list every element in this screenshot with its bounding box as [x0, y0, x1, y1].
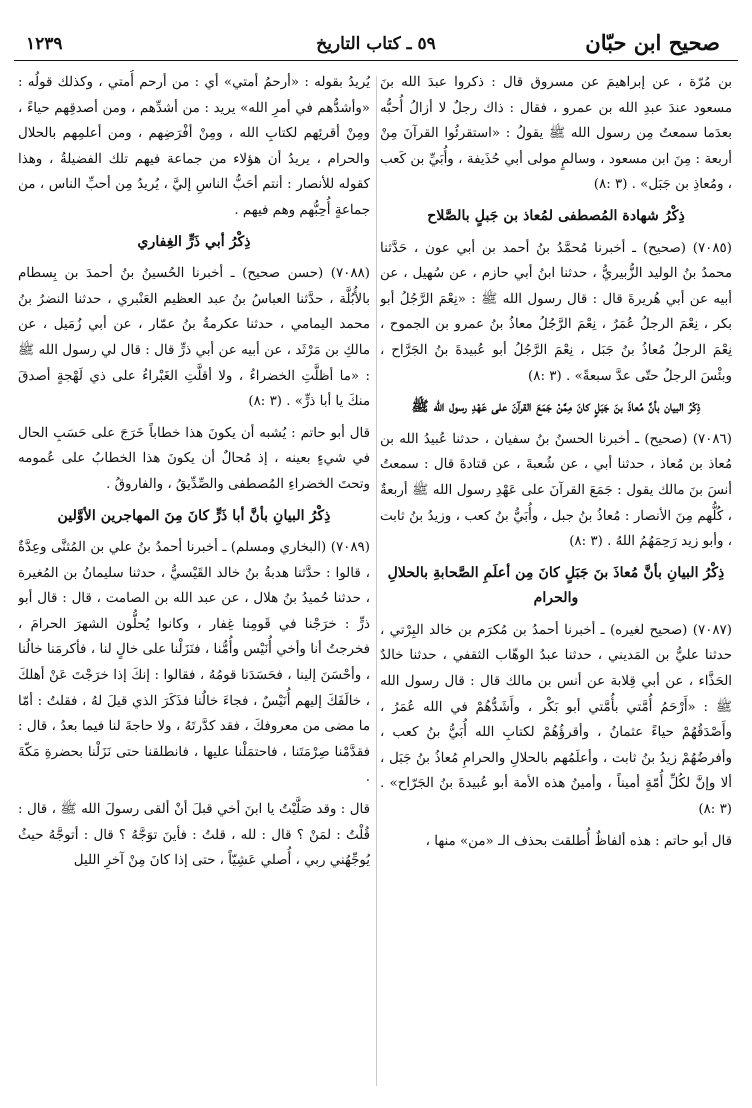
header-rule [14, 60, 738, 61]
page-number: ١٢٣٩ [26, 34, 63, 54]
chapter-title: ٥٩ ـ كتاب التاريخ [316, 34, 436, 54]
paragraph: قال : وقد صَلَّيْتُ يا ابنَ أخي قبلَ أنْ ألقى رسولَ الله ﷺ ، قال : قُلْتُ : لمَنْ ؟ قال : لله ، قلتُ : فأينَ توَجَّهُ ؟ قال : أتوجَّهُ حيثُ يُوجِّهُني ربي ، أُصلي عَشِيّاً ، حتى إذا كانَ مِنْ آخرِ الليل [18, 802, 370, 869]
paragraph: يُريدُ بقوله : «أرحمُ أمتي» أي : من أرحم أُمتي ، وكذلك قولُه : «وأشدُّهم في أمرِ الله» يريد : من أشدِّهم ، ومن أصدقِهم حياءً ، ومِنْ أقرئِهم لكتابِ الله ، ومِنْ أفْرَضِهم ، ومن أعلمِهم بالحلال والحرام ، يريدُ أن هؤلاء من جماعة فيهم تلك الفضيلةُ ، وهذا كقوله للأنصار : أنتم أحَبُّ الناسِ إليَّ ، يُريدُ مِن أحبِّ الناس ، من جماعةٍ أُحِبُّهم وهم فيهم . [18, 75, 370, 218]
paragraph: (٧٠٨٧) (صحيح لغيره) ـ أخبرنا أحمدُ بن مُكرَم بن خالد البِرْتي ، حدثنا عليُّ بن المَديني ، حدثنا عبدُ الوهّاب الثقفي ، حدثنا خالدٌ الحَذَّاء ، عن أبي قِلابة عن أنس بن مالك قال : قال رسول الله ﷺ : «أَرْحَمُ أُمَّتي بأُمَّتي أبو بَكْر ، وأَشَدُّهُمْ في الله عُمَرُ ، وأَصْدَقُهُمْ حياءً عثمانُ ، وأقرؤُهُمْ لكتابِ الله أُبَيُّ بنُ كعب ، وأفرضُهُمْ زيدُ بنُ ثابت ، وأعلَمُهم بالحلالِ والحرامِ مُعاذُ بنُ جَبَل ، ألا وإنَّ لكُلِّ أُمّةٍ أميناً ، وأمينُ هذه الأمة أبو عُبيدةَ بنُ الجَرّاح» . (٣ :٨) [380, 622, 732, 818]
book-title: صحيح ابن حبّان [585, 30, 720, 55]
paragraph: (٧٠٨٥) (صحيح) ـ أخبرنا مُحمَّدُ بنُ أحمد بن أبي عون ، حَدَّثنا محمدُ بنُ الوليد الزُّبيريُّ ، حدثنا ابنُ أبي حازم ، عن سُهيل ، عن أبيه عن أبي هُريرةَ قال : قال رسول الله ﷺ : «نِعْمَ الرَّجُلُ أبو بكر ، نِعْمَ الرجلُ عُمَرُ ، نِعْمَ الرَّجُلُ معاذُ بنُ عمرو بن الجموح ، نِعْمَ الرجلُ مُعاذُ بنُ جَبَل ، نِعْمَ الرَّجُلُ أبو عُبيدةَ بنُ الجَرَّاح ، وبئْسَ الرجلُ حتّى عدَّ سبعةً» . (٣ :٨) [380, 240, 732, 384]
paragraph: بن مُرّة ، عن إبراهيمَ عن مسروق قال : ذكروا عبدَ الله بنَ مسعود عندَ عبدِ الله بن عمرو ، فقال : ذاك رجلٌ لا أزالُ أُحبُّه بعدَما سمعتُ مِن رسول الله ﷺ يقولُ : «استقرئُوا القرآنَ مِنْ أربعة : مِنَ ابن مسعود ، وسالمٍ مولى أبي حُذَيفة ، وأُبَيِّ بن كَعب ، ومُعاذِ بن جَبَل» . (٣ :٨) [380, 75, 732, 193]
paragraph: (٧٠٨٦) (صحيح) ـ أخبرنا الحسنُ بنُ سفيان ، حدثنا عُبيدُ الله بن مُعاذ بن مُعاذ ، حدثنا أبي ، عن شُعبةَ ، عن قتادةَ قال : سمعتُ أنسَ بنَ مالك يقول : جَمَعَ القرآنَ على عَهْدِ رسول الله ﷺ أربعةٌ ، كُلُّهم مِنَ الأنصار : مُعاذُ بنُ جبل ، وأُبَيُّ بنُ كعب ، وزيدُ بنُ ثابت ، وأبو زيد رَحِمَهُمُ اللهُ . (٣ :٨) [380, 431, 732, 550]
section-heading: ذِكْرُ أبي ذَرٍّ الغِفاري [137, 233, 251, 250]
section-heading: ذِكْرُ شهادة المُصطفى لمُعاذ بن جَبلٍ بالصَّلاح [427, 207, 685, 224]
paragraph: قال أبو حاتم : هذه ألفاظٌ أُطلقت بحذف الـ «من» منها ، [425, 833, 732, 849]
section-heading: ذِكْرُ البيانِ بأنَّ مُعاذَ بنَ جَبَلٍ كانَ مِن أعلَمِ الصَّحابةِ بالحلالِ والحرام [387, 564, 725, 607]
column-divider [376, 76, 377, 1086]
section-heading: ذِكْرُ البيانِ بأنَّ أبا ذَرٍّ كانَ مِنَ المهاجرين الأوَّلين [57, 507, 331, 524]
paragraph: قال أبو حاتم : يُشبه أن يكونَ هذا خطاباً خَرَجَ على حَسَبِ الحال في شيءٍ بعينه ، إذ مُحالٌ أن يكونَ هذا الخطابُ على عُمومه وتحتَ الخضراءِ المُصطفى والصِّدِّيقُ ، والفاروقُ . [18, 425, 370, 492]
paragraph: (٧٠٨٩) (البخاري ومسلم) ـ أخبرنا أحمدُ بنُ علي بن المُثنَّى وعِدَّةٌ ، قالوا : حدَّثنا هدبةُ بنُ خالد القَيْسيُّ ، حدثنا سليمانُ بن المُغيرة ، حدثنا حُميدُ بنُ هلال ، عن عبد الله بن الصامت ، قال : قال أبو ذرٍّ : خرَجْنا في قَومِنا غِفار ، وكانوا يُحلُّون الشهرَ الحرامَ ، فخرجتُ أنا وأخي أُنَيْس وأُمُّنا ، فنَزَلْنا على خالٍ لنا ، فأكرمَنا خالُنا ، وأحْسَنَ إلينا ، فحَسَدَنا قومُهُ ، فقالوا : إنكَ إذا خرَجْتَ عَنْ أهلكَ ، خالَفَكَ إليهم أُنَيْسٌ ، فجاءَ خالُنا فذَكَرَ الذي قيلَ لهُ ، فقلتُ : أمّا ما مضى من معروفكَ ، فقد كدَّرتَهُ ، ولا حاجةَ لنا فيما بعدُ ، قال : فقدَّمْنا صِرْمَتَنا ، فاحتمَلْنا عليها ، فانطلقنا حتى نَزَلْنا بحضرةِ مَكّةَ . [18, 540, 370, 786]
left-column [18, 70, 370, 1100]
section-heading: ذِكْرُ البيان بأنَّ مُعاذَ بنَ جَبَلٍ كانَ مِمَّنْ جَمَعَ القرآنَ على عَهْدِ رسول الله ﷺ [411, 399, 701, 416]
right-column [380, 70, 732, 1100]
page-header [14, 22, 738, 58]
paragraph: (٧٠٨٨) (حسن صحيح) ـ أخبرنا الحُسينُ بنُ أحمدَ بن بِسطام بالأُبُلَّة ، حدَّثنا العباسُ بنُ عبد العظيم العَنْبري ، حدثنا النضرُ بنُ محمد اليمامي ، حدثنا عكرمةُ بنُ عمّار ، عن أبي زُمَيل ، عن مالكِ بن مَرْثَد ، عن أبيه عن أبي ذرٍّ قال : قال لي رسول الله ﷺ : «ما أظلَّتِ الخضراءُ ، ولا أقلَّتِ الغَبْراءُ على ذي لَهْجةٍ أصدقَ منكَ يا أبا ذرٍّ» . (٣ :٨) [18, 266, 370, 410]
